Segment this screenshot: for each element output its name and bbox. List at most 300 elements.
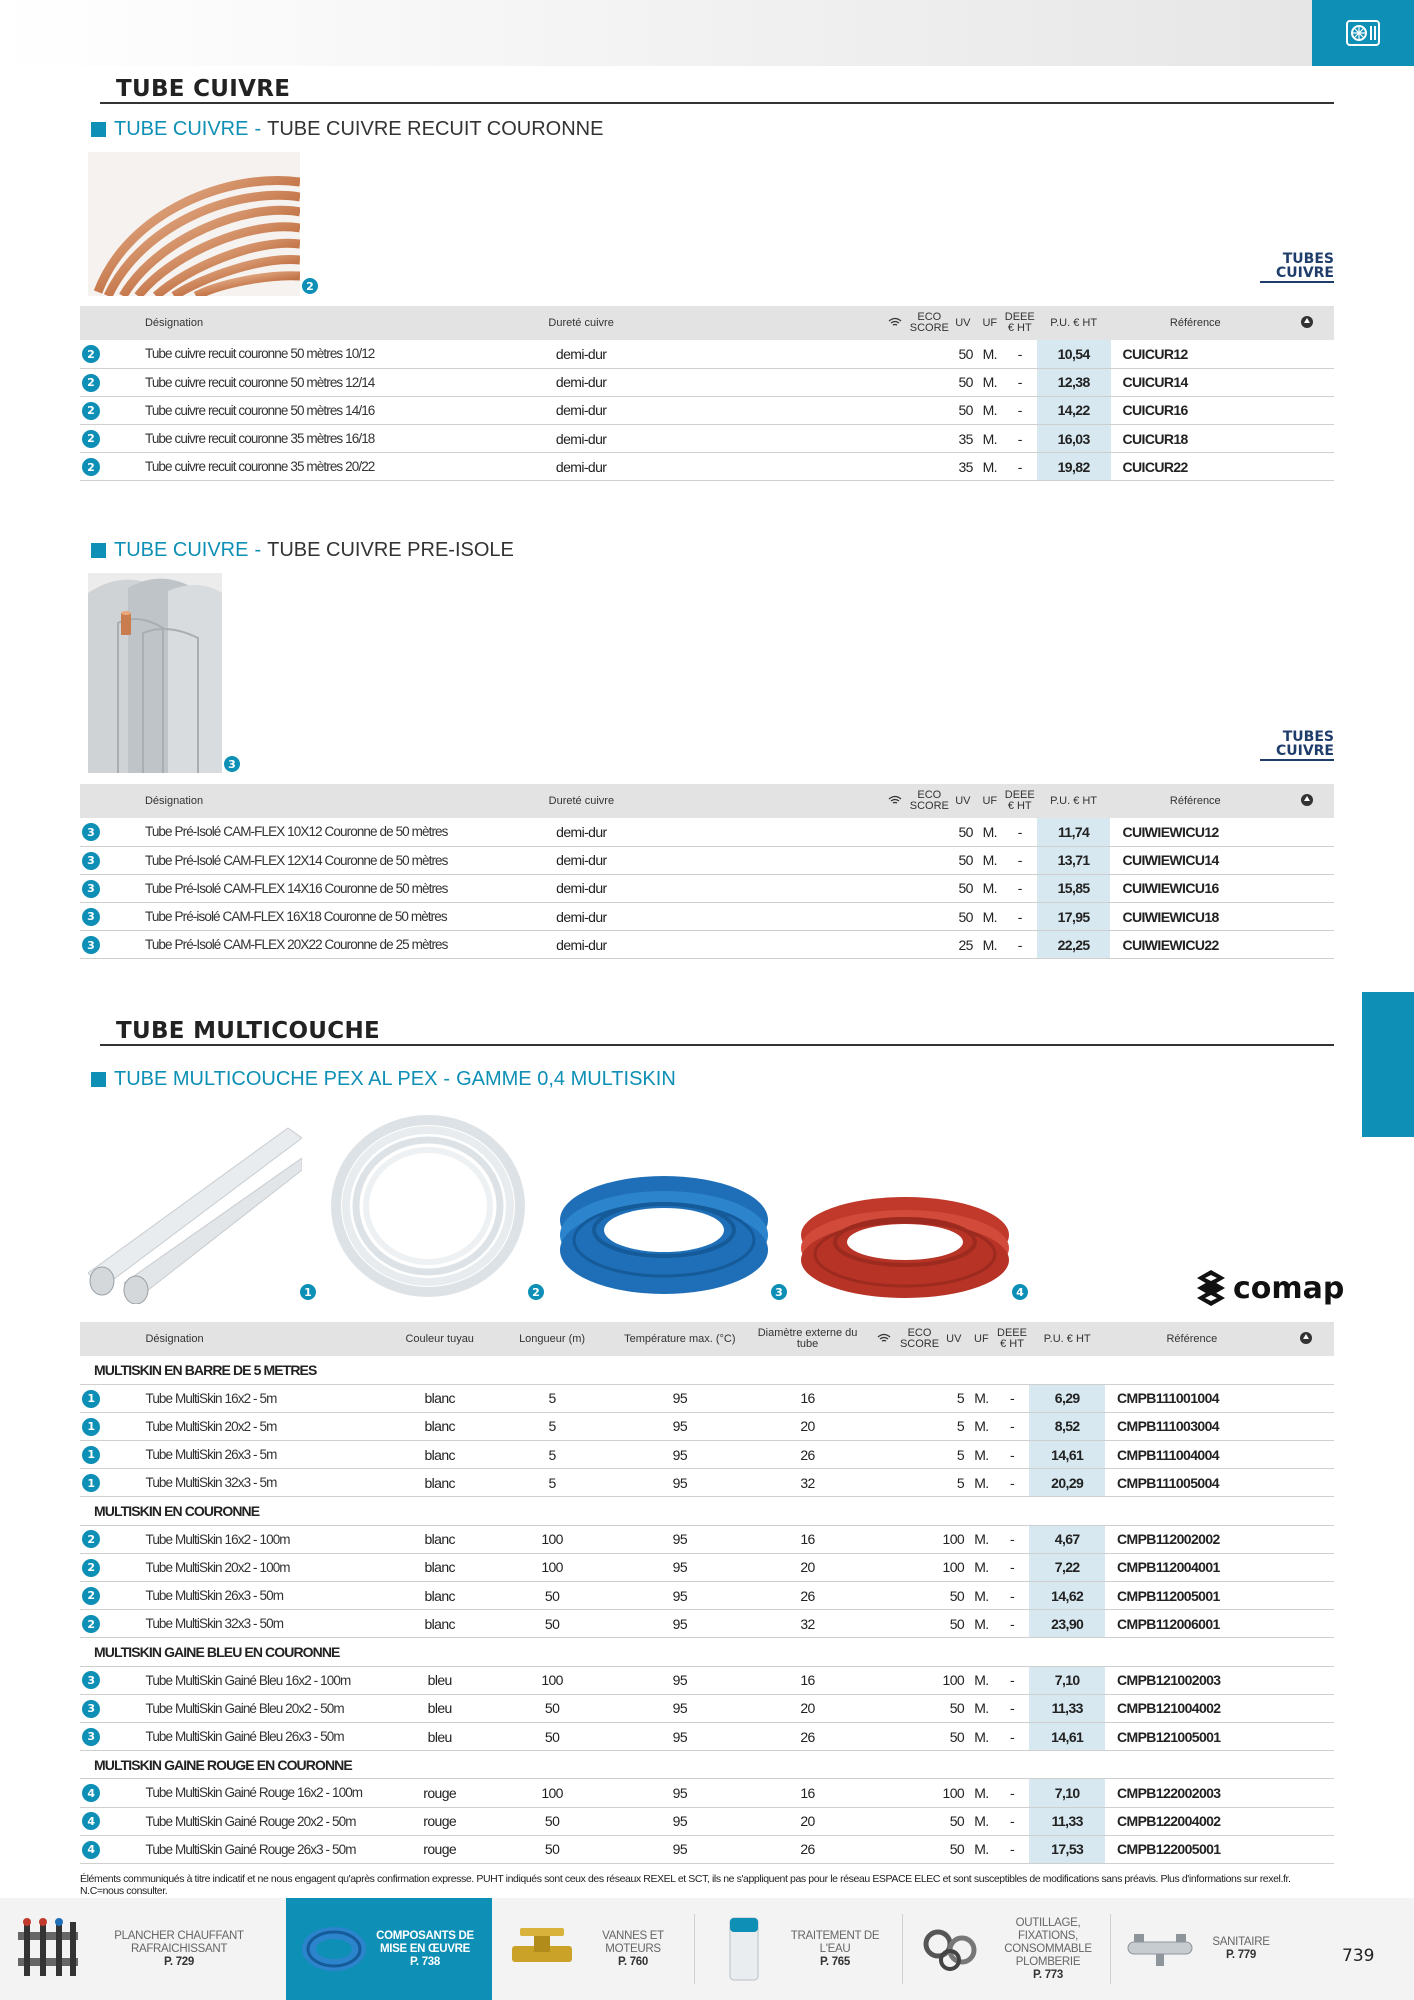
category-tab[interactable] (1312, 0, 1414, 66)
table-row[interactable] (80, 425, 1334, 453)
table-row[interactable] (80, 1525, 1334, 1553)
bullet-square-icon (91, 122, 106, 137)
price-cell: 16,03 (1037, 425, 1111, 453)
color-cell: blanc (389, 1441, 491, 1469)
deee-cell: - (995, 1469, 1030, 1497)
row-badge: 3 (82, 1728, 100, 1746)
uv-cell: 50 (949, 396, 977, 424)
hardness-cell: demi-dur (522, 874, 642, 902)
uf-cell: M. (968, 1807, 995, 1835)
col-designation: Désignation (102, 1322, 388, 1356)
reference-cell: CMPB122005001 (1105, 1835, 1279, 1863)
row-badge: 2 (82, 374, 100, 392)
subheading-multiskin: TUBE MULTICOUCHE PEX AL PEX - GAMME 0,4 MULTISKIN (91, 1068, 676, 1091)
table-row[interactable] (80, 453, 1334, 481)
spacer-cell (641, 931, 880, 959)
reference-cell: CUIWIEWICU22 (1110, 931, 1280, 959)
reference-cell: CUICUR12 (1111, 340, 1281, 368)
deee-cell: - (1003, 396, 1037, 424)
eco-cell (900, 1779, 940, 1807)
designation-cell: Tube Pré-isolé CAM-FLEX 16X18 Couronne de 50 mètres (102, 903, 522, 931)
uf-cell: M. (968, 1835, 995, 1863)
length-cell: 100 (491, 1666, 614, 1694)
eco-cell (900, 1469, 940, 1497)
recycle-cell (1279, 1779, 1334, 1807)
group-header-row (80, 1751, 1334, 1779)
eco-cell (900, 1525, 940, 1553)
wifi-cell (880, 846, 910, 874)
uf-cell: M. (968, 1469, 995, 1497)
col-length: Longueur (m) (491, 1322, 614, 1356)
recycle-cell (1279, 1666, 1334, 1694)
wifi-cell (869, 1469, 900, 1497)
side-section-tab[interactable] (1362, 992, 1414, 1137)
price-cell: 19,82 (1037, 453, 1111, 481)
price-cell: 17,53 (1029, 1835, 1105, 1863)
image-badge: 1 (299, 1283, 317, 1301)
designation-cell: Tube MultiSkin 20x2 - 5m (102, 1412, 388, 1440)
image-badge: 3 (770, 1283, 788, 1301)
length-cell: 5 (491, 1441, 614, 1469)
uf-cell: M. (977, 903, 1003, 931)
length-cell: 100 (491, 1779, 614, 1807)
row-badge-cell (80, 1525, 102, 1553)
uf-cell: M. (968, 1666, 995, 1694)
col-price: P.U. € HT (1037, 306, 1111, 340)
recycle-cell (1280, 396, 1334, 424)
hardness-cell: demi-dur (522, 931, 642, 959)
subheading-preisole: TUBE CUIVRE - TUBE CUIVRE PRE-ISOLE (91, 539, 514, 562)
table-row[interactable] (80, 1469, 1334, 1497)
product-image-blue-coil (556, 1160, 772, 1304)
temp-cell: 95 (613, 1582, 746, 1610)
designation-cell: Tube Pré-Isolé CAM-FLEX 12X14 Couronne de 50 mètres (102, 846, 522, 874)
eco-cell (900, 1807, 940, 1835)
designation-cell: Tube cuivre recuit couronne 50 mètres 12/14 (102, 368, 521, 396)
row-badge-cell (80, 396, 102, 424)
wifi-cell (869, 1610, 900, 1638)
price-cell: 8,52 (1029, 1412, 1105, 1440)
color-cell: bleu (389, 1666, 491, 1694)
price-cell: 20,29 (1029, 1469, 1105, 1497)
diameter-cell: 26 (746, 1835, 869, 1863)
wifi-cell (869, 1582, 900, 1610)
wifi-icon (869, 1322, 900, 1356)
hardness-cell: demi-dur (521, 396, 641, 424)
product-image-copper-coil (88, 152, 300, 296)
diameter-cell: 16 (746, 1525, 869, 1553)
length-cell: 50 (491, 1582, 614, 1610)
row-badge: 3 (82, 852, 100, 870)
length-cell: 5 (491, 1384, 614, 1412)
row-badge: 2 (82, 402, 100, 420)
temp-cell: 95 (613, 1722, 746, 1750)
diameter-cell: 20 (746, 1412, 869, 1440)
recycle-cell (1280, 340, 1334, 368)
row-badge: 3 (82, 880, 100, 898)
diameter-cell: 16 (746, 1666, 869, 1694)
price-cell: 7,10 (1029, 1666, 1105, 1694)
row-badge-cell (80, 1469, 102, 1497)
color-cell: rouge (389, 1779, 491, 1807)
designation-cell: Tube MultiSkin 32x3 - 50m (102, 1610, 388, 1638)
row-badge-cell (80, 1553, 102, 1581)
reference-cell: CUIWIEWICU18 (1110, 903, 1280, 931)
wifi-cell (880, 425, 910, 453)
eco-cell (900, 1441, 940, 1469)
uf-cell: M. (977, 818, 1003, 846)
uf-cell: M. (977, 396, 1003, 424)
designation-cell: Tube MultiSkin 32x3 - 5m (102, 1469, 388, 1497)
row-badge: 4 (82, 1812, 100, 1830)
uv-cell: 50 (949, 846, 977, 874)
reference-cell: CUIWIEWICU12 (1110, 818, 1280, 846)
uf-cell: M. (977, 846, 1003, 874)
color-cell: blanc (389, 1525, 491, 1553)
col-uv: UV (949, 306, 977, 340)
row-badge-cell (80, 1722, 102, 1750)
spacer-cell (641, 818, 880, 846)
uf-cell: M. (977, 874, 1003, 902)
row-badge-cell (80, 1779, 102, 1807)
temp-cell: 95 (613, 1412, 746, 1440)
table-row[interactable] (80, 1610, 1334, 1638)
table-row[interactable] (80, 368, 1334, 396)
temp-cell: 95 (613, 1694, 746, 1722)
color-cell: blanc (389, 1553, 491, 1581)
uv-cell: 5 (939, 1441, 968, 1469)
diameter-cell: 26 (746, 1441, 869, 1469)
price-cell: 13,71 (1037, 846, 1111, 874)
eco-cell (910, 931, 949, 959)
footer-item-outillage[interactable]: OUTILLAGE, FIXATIONS, CONSOMMABLE PLOMBERIE P. 773 (904, 1898, 1108, 2000)
deee-cell: - (995, 1412, 1030, 1440)
reference-cell: CMPB112006001 (1105, 1610, 1279, 1638)
row-badge: 4 (82, 1841, 100, 1859)
reference-cell: CMPB111003004 (1105, 1412, 1279, 1440)
diameter-cell: 16 (746, 1779, 869, 1807)
hardness-cell: demi-dur (521, 368, 641, 396)
wifi-icon (880, 306, 910, 340)
eco-cell (900, 1582, 940, 1610)
image-badge: 3 (223, 755, 241, 773)
uv-cell: 50 (949, 874, 977, 902)
subheading-main: TUBE CUIVRE (114, 118, 249, 140)
row-badge: 3 (82, 823, 100, 841)
price-cell: 14,61 (1029, 1722, 1105, 1750)
uf-cell: M. (968, 1384, 995, 1412)
wifi-icon (880, 784, 910, 818)
designation-cell: Tube MultiSkin 26x3 - 50m (102, 1582, 388, 1610)
row-badge-cell (80, 846, 102, 874)
table-row[interactable] (80, 1722, 1334, 1750)
uv-cell: 5 (939, 1469, 968, 1497)
hardness-cell: demi-dur (521, 453, 641, 481)
table-row[interactable] (80, 1384, 1334, 1412)
eco-cell (910, 340, 949, 368)
footer-nav (0, 1898, 1414, 2000)
uf-cell: M. (968, 1553, 995, 1581)
deee-cell: - (1003, 874, 1037, 902)
reference-cell: CUIWIEWICU16 (1110, 874, 1280, 902)
table-row[interactable] (80, 1807, 1334, 1835)
uf-cell: M. (977, 425, 1003, 453)
length-cell: 50 (491, 1835, 614, 1863)
designation-cell: Tube MultiSkin Gainé Rouge 26x3 - 50m (102, 1835, 388, 1863)
uf-cell: M. (977, 453, 1003, 481)
deee-cell: - (995, 1525, 1030, 1553)
recycle-cell (1279, 1469, 1334, 1497)
uv-cell: 50 (949, 903, 977, 931)
uv-cell: 50 (939, 1582, 968, 1610)
eco-cell (910, 903, 949, 931)
recycle-icon (1280, 306, 1334, 340)
row-badge-cell (80, 1384, 102, 1412)
table-row[interactable] (80, 1694, 1334, 1722)
table-row[interactable] (80, 818, 1334, 846)
table-row[interactable] (80, 1835, 1334, 1863)
designation-cell: Tube MultiSkin Gainé Rouge 20x2 - 50m (102, 1807, 388, 1835)
recycle-cell (1280, 874, 1334, 902)
blue-coil-icon (298, 1914, 370, 1984)
table-row[interactable] (80, 874, 1334, 902)
col-eco: ECO SCORE (910, 306, 949, 340)
uv-cell: 50 (939, 1694, 968, 1722)
deee-cell: - (995, 1666, 1030, 1694)
col-ref: Référence (1111, 306, 1281, 340)
row-badge: 3 (82, 908, 100, 926)
designation-cell: Tube Pré-Isolé CAM-FLEX 20X22 Couronne de 25 mètres (102, 931, 522, 959)
group-title: MULTISKIN GAINE BLEU EN COURONNE (80, 1638, 1334, 1666)
recycle-cell (1279, 1694, 1334, 1722)
footer-item-sanitaire[interactable]: SANITAIRE P. 779 (1112, 1898, 1312, 2000)
color-cell: blanc (389, 1469, 491, 1497)
spacer-cell (641, 340, 880, 368)
spacer-cell (641, 903, 880, 931)
temp-cell: 95 (613, 1807, 746, 1835)
wifi-cell (869, 1525, 900, 1553)
footnote: Éléments communiqués à titre indicatif et ne nous engagent qu'après confirmation expresse. PUHT indiqués sont ceux des réseaux REXEL et SCT, ils ne s'appliquent pas pour le réseau ESPACE ELEC et sont susceptibles de modifications sans préavis. Plus d'informations sur rexel.fr. N.C=nous consulter. (80, 1873, 1291, 1897)
clamps-icon (916, 1914, 988, 1984)
table-copper-recuit (80, 306, 1334, 481)
reference-cell: CMPB112004001 (1105, 1553, 1279, 1581)
table-row[interactable] (80, 340, 1334, 368)
col-deee: DEEE € HT (1003, 306, 1037, 340)
wifi-cell (869, 1807, 900, 1835)
footer-item-plancher[interactable]: PLANCHER CHAUFFANT RAFRAICHISSANT P. 729 (0, 1898, 284, 2000)
table-row[interactable] (80, 1582, 1334, 1610)
designation-cell: Tube MultiSkin 26x3 - 5m (102, 1441, 388, 1469)
reference-cell: CMPB111001004 (1105, 1384, 1279, 1412)
hardness-cell: demi-dur (522, 846, 642, 874)
temp-cell: 95 (613, 1384, 746, 1412)
row-badge-cell (80, 453, 102, 481)
eco-cell (910, 453, 949, 481)
recycle-icon (1279, 1322, 1334, 1356)
uf-cell: M. (968, 1722, 995, 1750)
row-badge: 1 (82, 1446, 100, 1464)
row-badge-cell (80, 368, 102, 396)
recycle-cell (1279, 1610, 1334, 1638)
reference-cell: CUICUR14 (1111, 368, 1281, 396)
recycle-cell (1280, 931, 1334, 959)
reference-cell: CMPB111004004 (1105, 1441, 1279, 1469)
designation-cell: Tube cuivre recuit couronne 35 mètres 16/18 (102, 425, 521, 453)
color-cell: blanc (389, 1384, 491, 1412)
brand-logo-tubes-cuivre: TUBES CUIVRE (1260, 252, 1334, 283)
deee-cell: - (995, 1722, 1030, 1750)
uv-cell: 100 (939, 1553, 968, 1581)
diameter-cell: 26 (746, 1582, 869, 1610)
price-cell: 15,85 (1037, 874, 1111, 902)
deee-cell: - (995, 1441, 1030, 1469)
price-cell: 14,62 (1029, 1582, 1105, 1610)
uv-cell: 25 (949, 931, 977, 959)
deee-cell: - (995, 1807, 1030, 1835)
hardness-cell: demi-dur (522, 818, 642, 846)
reference-cell: CUIWIEWICU14 (1110, 846, 1280, 874)
reference-cell: CMPB121005001 (1105, 1722, 1279, 1750)
eco-cell (900, 1553, 940, 1581)
uf-cell: M. (968, 1412, 995, 1440)
row-badge: 2 (82, 458, 100, 476)
diameter-cell: 26 (746, 1722, 869, 1750)
length-cell: 100 (491, 1553, 614, 1581)
recycle-cell (1279, 1553, 1334, 1581)
price-cell: 11,74 (1037, 818, 1111, 846)
length-cell: 50 (491, 1722, 614, 1750)
row-badge-cell (80, 1666, 102, 1694)
manifold-icon (12, 1914, 84, 1984)
row-badge: 4 (82, 1784, 100, 1802)
uf-cell: M. (968, 1779, 995, 1807)
recycle-cell (1280, 903, 1334, 931)
length-cell: 50 (491, 1610, 614, 1638)
temp-cell: 95 (613, 1441, 746, 1469)
eco-cell (900, 1384, 940, 1412)
table-row[interactable] (80, 1666, 1334, 1694)
diameter-cell: 32 (746, 1469, 869, 1497)
price-cell: 12,38 (1037, 368, 1111, 396)
recycle-cell (1279, 1807, 1334, 1835)
row-badge: 3 (82, 1671, 100, 1689)
table-row[interactable] (80, 931, 1334, 959)
row-badge: 3 (82, 936, 100, 954)
wifi-cell (880, 903, 910, 931)
recycle-cell (1279, 1384, 1334, 1412)
water-softener-icon (708, 1914, 780, 1984)
comap-logo-icon (1195, 1268, 1227, 1308)
recycle-icon (1280, 784, 1334, 818)
wifi-cell (880, 368, 910, 396)
recycle-cell (1280, 818, 1334, 846)
recycle-cell (1280, 425, 1334, 453)
footer-item-vannes[interactable]: VANNES ET MOTEURS P. 760 (494, 1898, 694, 2000)
table-row[interactable] (80, 1553, 1334, 1581)
uv-cell: 100 (939, 1525, 968, 1553)
designation-cell: Tube cuivre recuit couronne 35 mètres 20/22 (102, 453, 521, 481)
recycle-cell (1279, 1835, 1334, 1863)
wifi-cell (880, 874, 910, 902)
temp-cell: 95 (613, 1525, 746, 1553)
uv-cell: 100 (939, 1779, 968, 1807)
wifi-cell (869, 1694, 900, 1722)
row-badge-cell (80, 931, 102, 959)
spacer-cell (641, 874, 880, 902)
color-cell: bleu (389, 1722, 491, 1750)
table-row[interactable] (80, 846, 1334, 874)
reference-cell: CUICUR18 (1111, 425, 1281, 453)
deee-cell: - (1003, 453, 1037, 481)
designation-cell: Tube MultiSkin Gainé Bleu 26x3 - 50m (102, 1722, 388, 1750)
designation-cell: Tube Pré-Isolé CAM-FLEX 14X16 Couronne de 50 mètres (102, 874, 522, 902)
uv-cell: 5 (939, 1384, 968, 1412)
uv-cell: 50 (949, 818, 977, 846)
reference-cell: CMPB122004002 (1105, 1807, 1279, 1835)
reference-cell: CUICUR16 (1111, 396, 1281, 424)
table-row[interactable] (80, 1441, 1334, 1469)
eco-cell (910, 396, 949, 424)
row-badge: 2 (82, 1615, 100, 1633)
row-badge: 1 (82, 1474, 100, 1492)
price-cell: 11,33 (1029, 1694, 1105, 1722)
designation-cell: Tube MultiSkin Gainé Bleu 16x2 - 100m (102, 1666, 388, 1694)
price-cell: 17,95 (1037, 903, 1111, 931)
footer-item-traitement[interactable]: TRAITEMENT DE L'EAU P. 765 (696, 1898, 900, 2000)
eco-cell (900, 1722, 940, 1750)
reference-cell: CUICUR22 (1111, 453, 1281, 481)
uf-cell: M. (977, 368, 1003, 396)
col-temp: Température max. (°C) (613, 1322, 746, 1356)
uf-cell: M. (968, 1582, 995, 1610)
row-badge-cell (80, 425, 102, 453)
uf-cell: M. (968, 1441, 995, 1469)
mixer-tap-icon (1124, 1914, 1196, 1984)
wifi-cell (869, 1722, 900, 1750)
deee-cell: - (995, 1384, 1030, 1412)
row-badge-cell (80, 1807, 102, 1835)
spacer-cell (641, 846, 880, 874)
row-badge: 2 (82, 1587, 100, 1605)
price-cell: 7,22 (1029, 1553, 1105, 1581)
subheading-recuit: TUBE CUIVRE - TUBE CUIVRE RECUIT COURONNE (91, 118, 603, 141)
recycle-cell (1280, 453, 1334, 481)
table-row[interactable] (80, 1412, 1334, 1440)
wifi-cell (880, 931, 910, 959)
eco-cell (910, 425, 949, 453)
deee-cell: - (1003, 931, 1037, 959)
table-row[interactable] (80, 903, 1334, 931)
footer-item-composants[interactable]: COMPOSANTS DE MISE EN ŒUVRE P. 738 (286, 1898, 492, 2000)
reference-cell: CMPB112005001 (1105, 1582, 1279, 1610)
section-title-multilayer: TUBE MULTICOUCHE (116, 1018, 381, 1044)
table-row[interactable] (80, 396, 1334, 424)
deee-cell: - (995, 1610, 1030, 1638)
brand-logo-tubes-cuivre: TUBES CUIVRE (1260, 730, 1334, 761)
subheading-sub: TUBE CUIVRE RECUIT COURONNE (267, 118, 604, 140)
eco-cell (900, 1412, 940, 1440)
price-cell: 6,29 (1029, 1384, 1105, 1412)
recycle-cell (1279, 1582, 1334, 1610)
deee-cell: - (1003, 818, 1037, 846)
deee-cell: - (995, 1694, 1030, 1722)
diameter-cell: 16 (746, 1384, 869, 1412)
table-row[interactable] (80, 1779, 1334, 1807)
diameter-cell: 20 (746, 1807, 869, 1835)
eco-cell (900, 1835, 940, 1863)
uv-cell: 35 (949, 425, 977, 453)
color-cell: rouge (389, 1807, 491, 1835)
